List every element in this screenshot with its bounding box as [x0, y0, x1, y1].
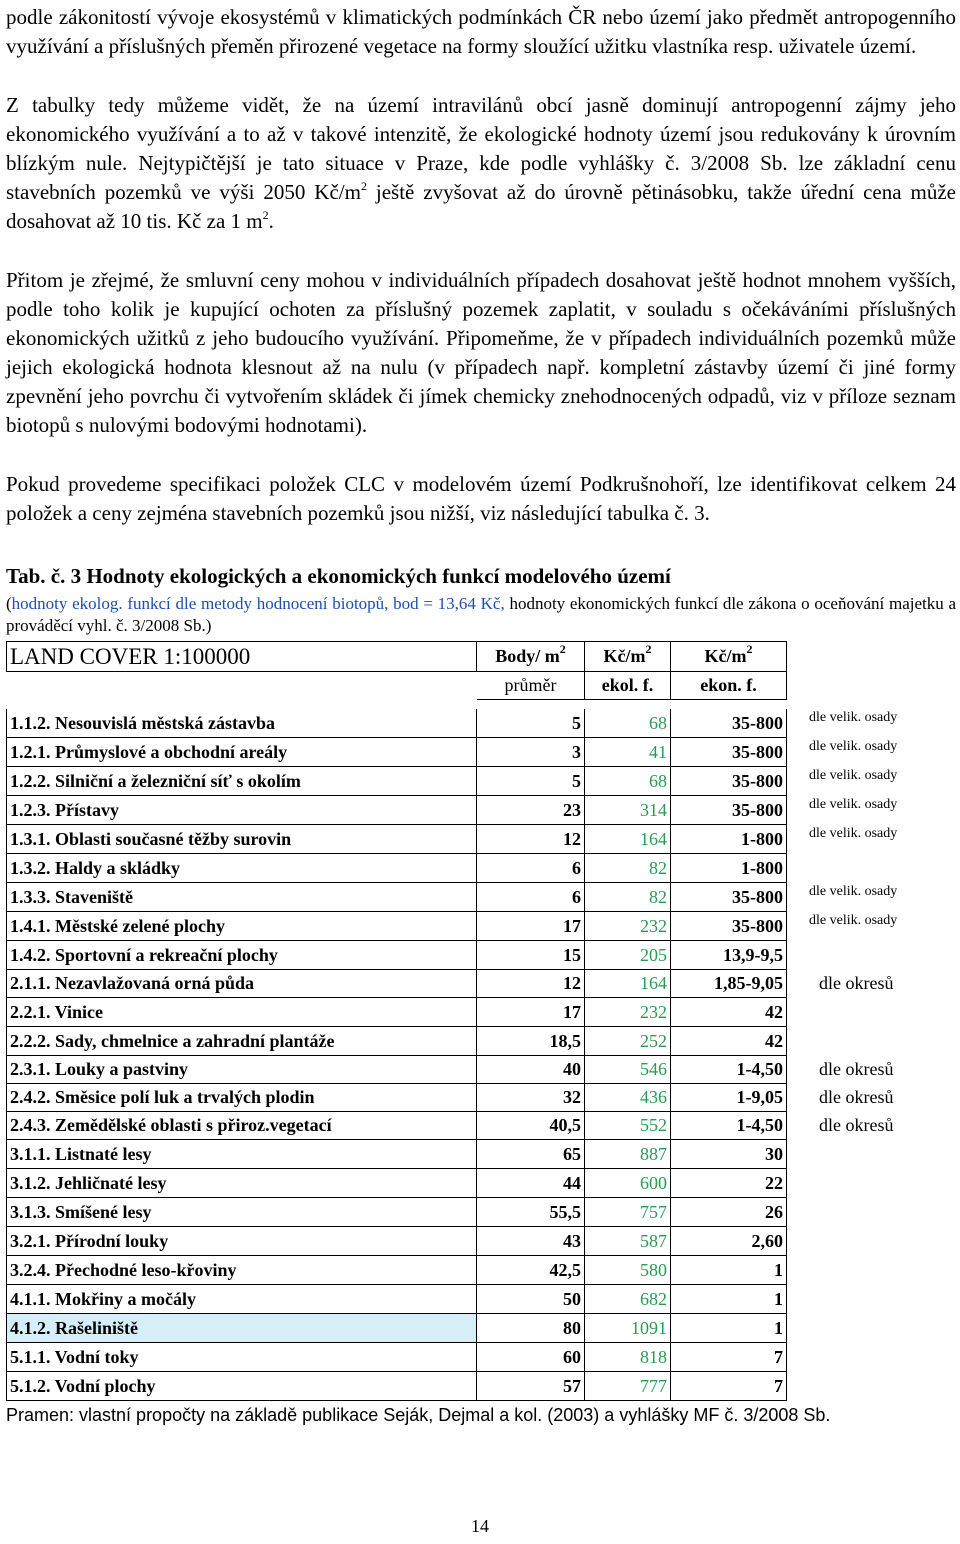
subheader-empty — [7, 672, 477, 700]
row-body-value: 5 — [477, 767, 585, 796]
subheader-empty — [787, 672, 957, 700]
table-header-row — [7, 642, 957, 672]
header-body — [477, 642, 585, 672]
table-gap-row — [7, 700, 957, 709]
header-kc-ekol — [585, 642, 671, 672]
row-ekol-value: 682 — [585, 1285, 671, 1314]
row-label: 1.2.2. Silniční a železniční síť s okolím — [7, 767, 477, 796]
row-note — [787, 1169, 957, 1198]
row-label: 1.2.1. Průmyslové a obchodní areály — [7, 738, 477, 767]
row-body-value: 17 — [477, 912, 585, 941]
row-note — [787, 854, 957, 883]
row-ekon-value: 7 — [671, 1372, 787, 1401]
row-ekol-value: 1091 — [585, 1314, 671, 1343]
row-label: 1.4.2. Sportovní a rekreační plochy — [7, 941, 477, 970]
row-note: dle velik. osady — [809, 884, 898, 899]
table-row — [7, 883, 957, 912]
table-row — [7, 1084, 957, 1112]
row-ekol-value: 164 — [585, 970, 671, 998]
gap-cell — [787, 700, 957, 709]
table-row — [7, 854, 957, 883]
row-note: dle okresů — [819, 1087, 894, 1107]
row-ekon-value: 1 — [671, 1256, 787, 1285]
row-ekon-value: 1-800 — [671, 854, 787, 883]
table-row — [7, 1140, 957, 1169]
row-note: dle velik. osady — [809, 739, 898, 754]
row-body-value: 32 — [477, 1084, 585, 1112]
row-ekol-value: 232 — [585, 998, 671, 1027]
row-ekol-value: 314 — [585, 796, 671, 825]
subtitle-ecological: hodnoty ekolog. funkcí dle metody hodnocení biotopů, bod = 13,64 Kč, — [11, 594, 505, 613]
row-label: 2.3.1. Louky a pastviny — [7, 1056, 477, 1084]
row-note: dle velik. osady — [809, 710, 898, 725]
paragraph-text: Z tabulky tedy můžeme vidět, že na území intravilánů obcí jasně dominují antropogenní zájmy jeho ekonomického využívání a to až v takové intenzitě, že ekologické hodnoty území jsou redukovány k úrovním blízkým nule. Nejtypičtější je tato situace v Praze, kde podle vyhlášky č. 3/2008 Sb. lze základní cenu stavebních pozemků ve výši 2050 Kč/m — [6, 93, 956, 204]
table-row — [7, 767, 957, 796]
row-ekon-value: 1-4,50 — [671, 1056, 787, 1084]
table-row — [7, 1343, 957, 1372]
row-ekon-value: 2,60 — [671, 1227, 787, 1256]
row-note — [787, 1140, 957, 1169]
row-ekol-value: 164 — [585, 825, 671, 854]
row-ekon-value: 35-800 — [671, 912, 787, 941]
header-kc-label: Kč/m — [603, 646, 646, 666]
row-note — [787, 941, 957, 970]
header-kc-label: Kč/m — [704, 646, 747, 666]
table-row — [7, 998, 957, 1027]
row-ekol-value: 887 — [585, 1140, 671, 1169]
row-body-value: 15 — [477, 941, 585, 970]
paragraph-text: ještě zvyšovat až do úrovně pětinásobku, takže úřední cena může dosahovat až 10 tis. Kč za 1 m — [6, 180, 956, 233]
row-note: dle okresů — [819, 1115, 894, 1135]
row-body-value: 60 — [477, 1343, 585, 1372]
row-ekol-value: 818 — [585, 1343, 671, 1372]
gap-cell — [671, 700, 787, 709]
row-label: 2.4.3. Zemědělské oblasti s přiroz.vegetací — [7, 1112, 477, 1140]
row-note: dle okresů — [819, 973, 894, 993]
table-row — [7, 1169, 957, 1198]
row-ekon-value: 1,85-9,05 — [671, 970, 787, 998]
row-body-value: 80 — [477, 1314, 585, 1343]
row-ekon-value: 1-9,05 — [671, 1084, 787, 1112]
row-label: 2.1.1. Nezavlažovaná orná půda — [7, 970, 477, 998]
superscript: 2 — [360, 179, 367, 193]
row-ekon-value: 22 — [671, 1169, 787, 1198]
land-cover-table — [6, 641, 957, 1401]
subheader-average: průměr — [477, 672, 585, 700]
header-land-cover: LAND COVER 1:100000 — [7, 642, 477, 672]
table-row — [7, 1027, 957, 1056]
row-note: dle velik. osady — [809, 797, 898, 812]
row-body-value: 65 — [477, 1140, 585, 1169]
row-ekol-value: 600 — [585, 1169, 671, 1198]
row-note: dle velik. osady — [809, 768, 898, 783]
gap-cell — [585, 700, 671, 709]
row-label: 5.1.1. Vodní toky — [7, 1343, 477, 1372]
superscript: 2 — [645, 642, 652, 656]
row-note — [787, 1285, 957, 1314]
row-ekon-value: 35-800 — [671, 709, 787, 738]
table-row — [7, 825, 957, 854]
header-kc-ekon — [671, 642, 787, 672]
row-note — [787, 1198, 957, 1227]
superscript: 2 — [559, 642, 566, 656]
row-label: 1.3.3. Staveniště — [7, 883, 477, 912]
table-row — [7, 1314, 957, 1343]
row-body-value: 6 — [477, 854, 585, 883]
table-row — [7, 941, 957, 970]
row-ekon-value: 1-800 — [671, 825, 787, 854]
table-row — [7, 1112, 957, 1140]
row-label: 1.2.3. Přístavy — [7, 796, 477, 825]
row-ekon-value: 42 — [671, 1027, 787, 1056]
subheader-ekol: ekol. f. — [585, 672, 671, 700]
row-body-value: 17 — [477, 998, 585, 1027]
row-ekol-value: 552 — [585, 1112, 671, 1140]
row-note — [787, 1372, 957, 1401]
table-row — [7, 1256, 957, 1285]
gap-cell — [477, 700, 585, 709]
row-ekon-value: 1 — [671, 1285, 787, 1314]
row-label: 1.4.1. Městské zelené plochy — [7, 912, 477, 941]
row-body-value: 40,5 — [477, 1112, 585, 1140]
row-ekon-value: 42 — [671, 998, 787, 1027]
row-note: dle velik. osady — [809, 826, 898, 841]
row-ekol-value: 777 — [585, 1372, 671, 1401]
row-ekol-value: 232 — [585, 912, 671, 941]
row-ekon-value: 7 — [671, 1343, 787, 1372]
row-ekol-value: 252 — [585, 1027, 671, 1056]
row-label: 2.2.1. Vinice — [7, 998, 477, 1027]
row-label: 3.1.3. Smíšené lesy — [7, 1198, 477, 1227]
row-body-value: 12 — [477, 825, 585, 854]
table-subheader-row — [7, 672, 957, 700]
row-note — [787, 1256, 957, 1285]
row-note — [787, 998, 957, 1027]
row-ekol-value: 546 — [585, 1056, 671, 1084]
row-ekon-value: 35-800 — [671, 767, 787, 796]
row-label: 3.1.1. Listnaté lesy — [7, 1140, 477, 1169]
row-body-value: 3 — [477, 738, 585, 767]
row-note — [787, 1314, 957, 1343]
row-label: 5.1.2. Vodní plochy — [7, 1372, 477, 1401]
row-ekol-value: 82 — [585, 883, 671, 912]
row-body-value: 5 — [477, 709, 585, 738]
table-row — [7, 912, 957, 941]
row-body-value: 23 — [477, 796, 585, 825]
table-row — [7, 709, 957, 738]
row-note — [787, 1227, 957, 1256]
table-row — [7, 1285, 957, 1314]
superscript: 2 — [262, 208, 269, 222]
row-note: dle okresů — [819, 1059, 894, 1079]
row-ekol-value: 436 — [585, 1084, 671, 1112]
header-body-label: Body/ m — [495, 646, 560, 666]
row-body-value: 42,5 — [477, 1256, 585, 1285]
row-ekol-value: 68 — [585, 709, 671, 738]
table-row — [7, 1372, 957, 1401]
table-row — [7, 1198, 957, 1227]
row-ekon-value: 26 — [671, 1198, 787, 1227]
row-body-value: 40 — [477, 1056, 585, 1084]
row-label: 1.1.2. Nesouvislá městská zástavba — [7, 709, 477, 738]
row-body-value: 44 — [477, 1169, 585, 1198]
row-note — [787, 1343, 957, 1372]
row-ekon-value: 35-800 — [671, 883, 787, 912]
row-ekon-value: 35-800 — [671, 796, 787, 825]
table-subtitle — [6, 593, 956, 637]
row-body-value: 50 — [477, 1285, 585, 1314]
row-body-value: 18,5 — [477, 1027, 585, 1056]
subheader-ekon: ekon. f. — [671, 672, 787, 700]
row-ekol-value: 587 — [585, 1227, 671, 1256]
paragraph-clc: Pokud provedeme specifikaci položek CLC v modelovém území Podkrušnohoří, lze identifikovat celkem 24 položek a ceny zejména stavebních pozemků jsou nižší, viz následující tabulka č. 3. — [6, 472, 956, 525]
table-row — [7, 738, 957, 767]
row-body-value: 55,5 — [477, 1198, 585, 1227]
row-note: dle velik. osady — [809, 913, 898, 928]
table-row — [7, 970, 957, 998]
subtitle-open: ( — [6, 594, 12, 613]
table-row — [7, 1227, 957, 1256]
subtitle-economic: hodnoty ekonomických funkcí dle zákona o oceňování majetku a prováděcí vyhl. č. 3/2008 Sb.) — [6, 594, 956, 635]
row-ekon-value: 30 — [671, 1140, 787, 1169]
table-title: Tab. č. 3 Hodnoty ekologických a ekonomických funkcí modelového území — [6, 564, 671, 588]
table-row — [7, 1056, 957, 1084]
row-ekol-value: 205 — [585, 941, 671, 970]
row-body-value: 6 — [477, 883, 585, 912]
paragraph-intravilan — [6, 91, 956, 236]
row-ekon-value: 1-4,50 — [671, 1112, 787, 1140]
row-label: 1.3.1. Oblasti současné těžby surovin — [7, 825, 477, 854]
paragraph-text: . — [268, 209, 274, 233]
row-label: 3.2.4. Přechodné leso-křoviny — [7, 1256, 477, 1285]
row-label: 2.4.2. Směsice polí luk a trvalých plodin — [7, 1084, 477, 1112]
paragraph-intro: podle zákonitostí vývoje ekosystémů v klimatických podmínkách ČR nebo území jako předmět antropogenního využívání a příslušných přeměn přirozené vegetace na formy sloužící užitku vlastníka resp. uživatele území. — [6, 5, 956, 58]
row-label: 4.1.1. Mokřiny a močály — [7, 1285, 477, 1314]
table-source: Pramen: vlastní propočty na základě publikace Seják, Dejmal a kol. (2003) a vyhlášky MF č. 3/2008 Sb. — [6, 1405, 831, 1425]
page-number: 14 — [471, 1516, 489, 1536]
row-label: 3.2.1. Přírodní louky — [7, 1227, 477, 1256]
table-row — [7, 796, 957, 825]
row-ekol-value: 757 — [585, 1198, 671, 1227]
row-body-value: 43 — [477, 1227, 585, 1256]
row-ekol-value: 82 — [585, 854, 671, 883]
document-page — [6, 0, 956, 1427]
row-label: 4.1.2. Rašeliniště — [7, 1314, 477, 1343]
row-body-value: 57 — [477, 1372, 585, 1401]
row-label: 3.1.2. Jehličnaté lesy — [7, 1169, 477, 1198]
row-ekol-value: 68 — [585, 767, 671, 796]
row-label: 1.3.2. Haldy a skládky — [7, 854, 477, 883]
row-ekol-value: 580 — [585, 1256, 671, 1285]
row-ekon-value: 13,9-9,5 — [671, 941, 787, 970]
gap-cell — [7, 700, 477, 709]
row-ekon-value: 35-800 — [671, 738, 787, 767]
row-body-value: 12 — [477, 970, 585, 998]
paragraph-prices: Přitom je zřejmé, že smluvní ceny mohou v individuálních případech dosahovat ještě hodnot mnohem vyšších, podle toho kolik je kupující ochoten za příslušný pozemek zaplatit, v souladu s očekáváními příslušných ekonomických užitků z jeho budoucího využívání. Připomeňme, že v případech individuálních pozemků může jejich ekologická hodnota klesnout až na nulu (v případech např. kompletní zástavby území či jiné formy zpevnění jeho povrchu či vytvořením skládek či jímek chemicky znehodnocených odpadů, viz v příloze seznam biotopů s nulovými bodovými hodnotami). — [6, 268, 956, 437]
row-ekon-value: 1 — [671, 1314, 787, 1343]
header-empty — [787, 642, 957, 672]
row-note — [787, 1027, 957, 1056]
row-label: 2.2.2. Sady, chmelnice a zahradní plantáže — [7, 1027, 477, 1056]
row-ekol-value: 41 — [585, 738, 671, 767]
superscript: 2 — [746, 642, 753, 656]
